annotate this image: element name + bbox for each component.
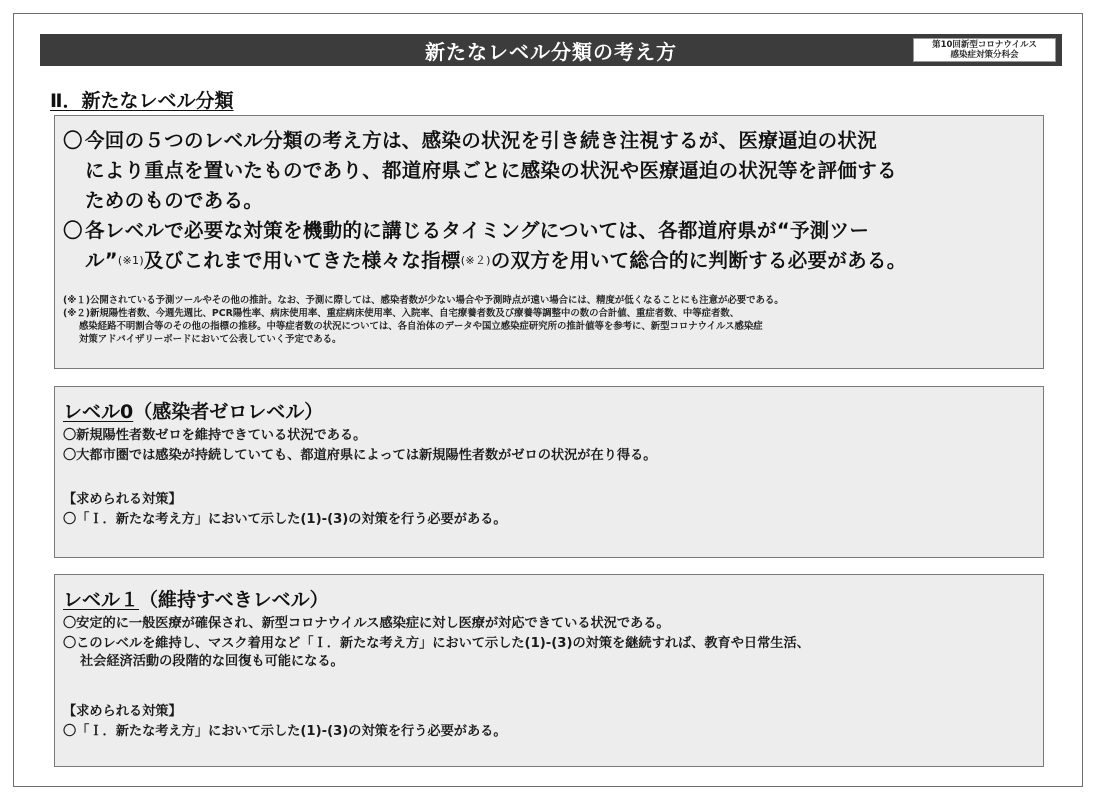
level-0-desc-2: 〇大都市圏では感染が持続していても、都道府県によっては新規陽性者数がゼロの状況が在り得る。 <box>63 448 657 463</box>
desc-text-cont: 社会経済活動の段階的な回復も可能になる。 <box>80 654 344 669</box>
paragraph-line: により重点を置いたものであり、都道府県ごとに感染の状況や医療逼迫の状況等を評価する <box>85 159 897 182</box>
overview-paragraph-1 <box>63 126 1037 216</box>
desc-text: 〇このレベルを維持し、マスク着用など「Ｉ．新たな考え方」において示した(1)-(3)の対策を継続すれば、教育や日常生活、 <box>63 636 810 651</box>
meeting-badge-line: 第10回新型コロナウイルス <box>932 40 1037 50</box>
measures-text: 〇「Ｉ．新たな考え方」において示した(1)-(3)の対策を行う必要がある。 <box>63 724 507 739</box>
meeting-badge <box>913 38 1056 62</box>
level-0-title <box>63 397 323 424</box>
measures-label: 【求められる対策】 <box>63 704 182 719</box>
level-0-box <box>54 386 1044 558</box>
overview-box <box>54 115 1044 369</box>
level-1-desc-1: 〇安定的に一般医療が確保され、新型コロナウイルス感染症に対し医療が対応できている状況である。 <box>63 616 670 631</box>
paragraph-line: 今回の５つのレベル分類の考え方は、感染の状況を引き続き注視するが、医療逼迫の状況 <box>85 129 877 152</box>
paragraph-text: 及びこれまで用いてきた様々な指標 <box>143 249 461 272</box>
circle-bullet: 〇 <box>63 129 83 152</box>
section-heading: Ⅱ．新たなレベル分類 <box>50 90 234 112</box>
slide-title: 新たなレベル分類の考え方 <box>425 39 677 64</box>
level-1-desc-2 <box>63 635 1037 671</box>
paragraph-text: の双方を用いて総合的に判断する必要がある。 <box>490 249 907 272</box>
level-label: レベル１ <box>63 589 140 611</box>
paragraph-line: ためのものである。 <box>85 189 264 212</box>
footnote-ref-1: (※1) <box>117 254 144 267</box>
level-1-title <box>63 585 329 612</box>
measures-label: 【求められる対策】 <box>63 492 182 507</box>
footnotes <box>63 294 1037 346</box>
overview-paragraph-2 <box>63 216 1037 276</box>
paragraph-line-2 <box>63 246 1037 276</box>
footnote-2: (※２)新規陽性者数、今週先週比、PCR陽性率、病床使用率、重症病床使用率、入院率、自宅療養者数及び療養等調整中の数の合計値、重症者数、中等症者数、 <box>63 308 740 319</box>
circle-bullet: 〇 <box>63 219 83 242</box>
footnote-2-cont: 対策アドバイザリーボードにおいて公表していく予定である。 <box>79 334 342 345</box>
level-name: （感染者ゼロレベル） <box>133 401 324 423</box>
meeting-badge-line: 感染症対策分科会 <box>950 50 1019 60</box>
footnote-1: (※１)公開されている予測ツールやその他の推計。なお、予測に際しては、感染者数が少ない場合や予測時点が遠い場合には、精度が低くなることにも注意が必要である。 <box>63 295 784 306</box>
level-name: （維持すべきレベル） <box>139 589 329 611</box>
level-1-box <box>54 574 1044 767</box>
footnote-ref-2: (※２) <box>460 254 491 267</box>
slide-page <box>13 13 1083 787</box>
paragraph-line: 各レベルで必要な対策を機動的に講じるタイミングについては、各都道府県が“予測ツー <box>85 219 870 242</box>
level-0-desc-1: 〇新規陽性者数ゼロを維持できている状況である。 <box>63 428 367 443</box>
paragraph-text: ル” <box>85 249 118 272</box>
title-bar <box>40 34 1062 66</box>
level-label: レベル0 <box>63 401 134 423</box>
footnote-2-cont: 感染経路不明割合等のその他の指標の推移。中等症者数の状況については、各自治体のデータや国立感染症研究所の推計値等を参考に、新型コロナウイルス感染症 <box>79 321 763 332</box>
measures-text: 〇「Ｉ．新たな考え方」において示した(1)-(3)の対策を行う必要がある。 <box>63 512 507 527</box>
